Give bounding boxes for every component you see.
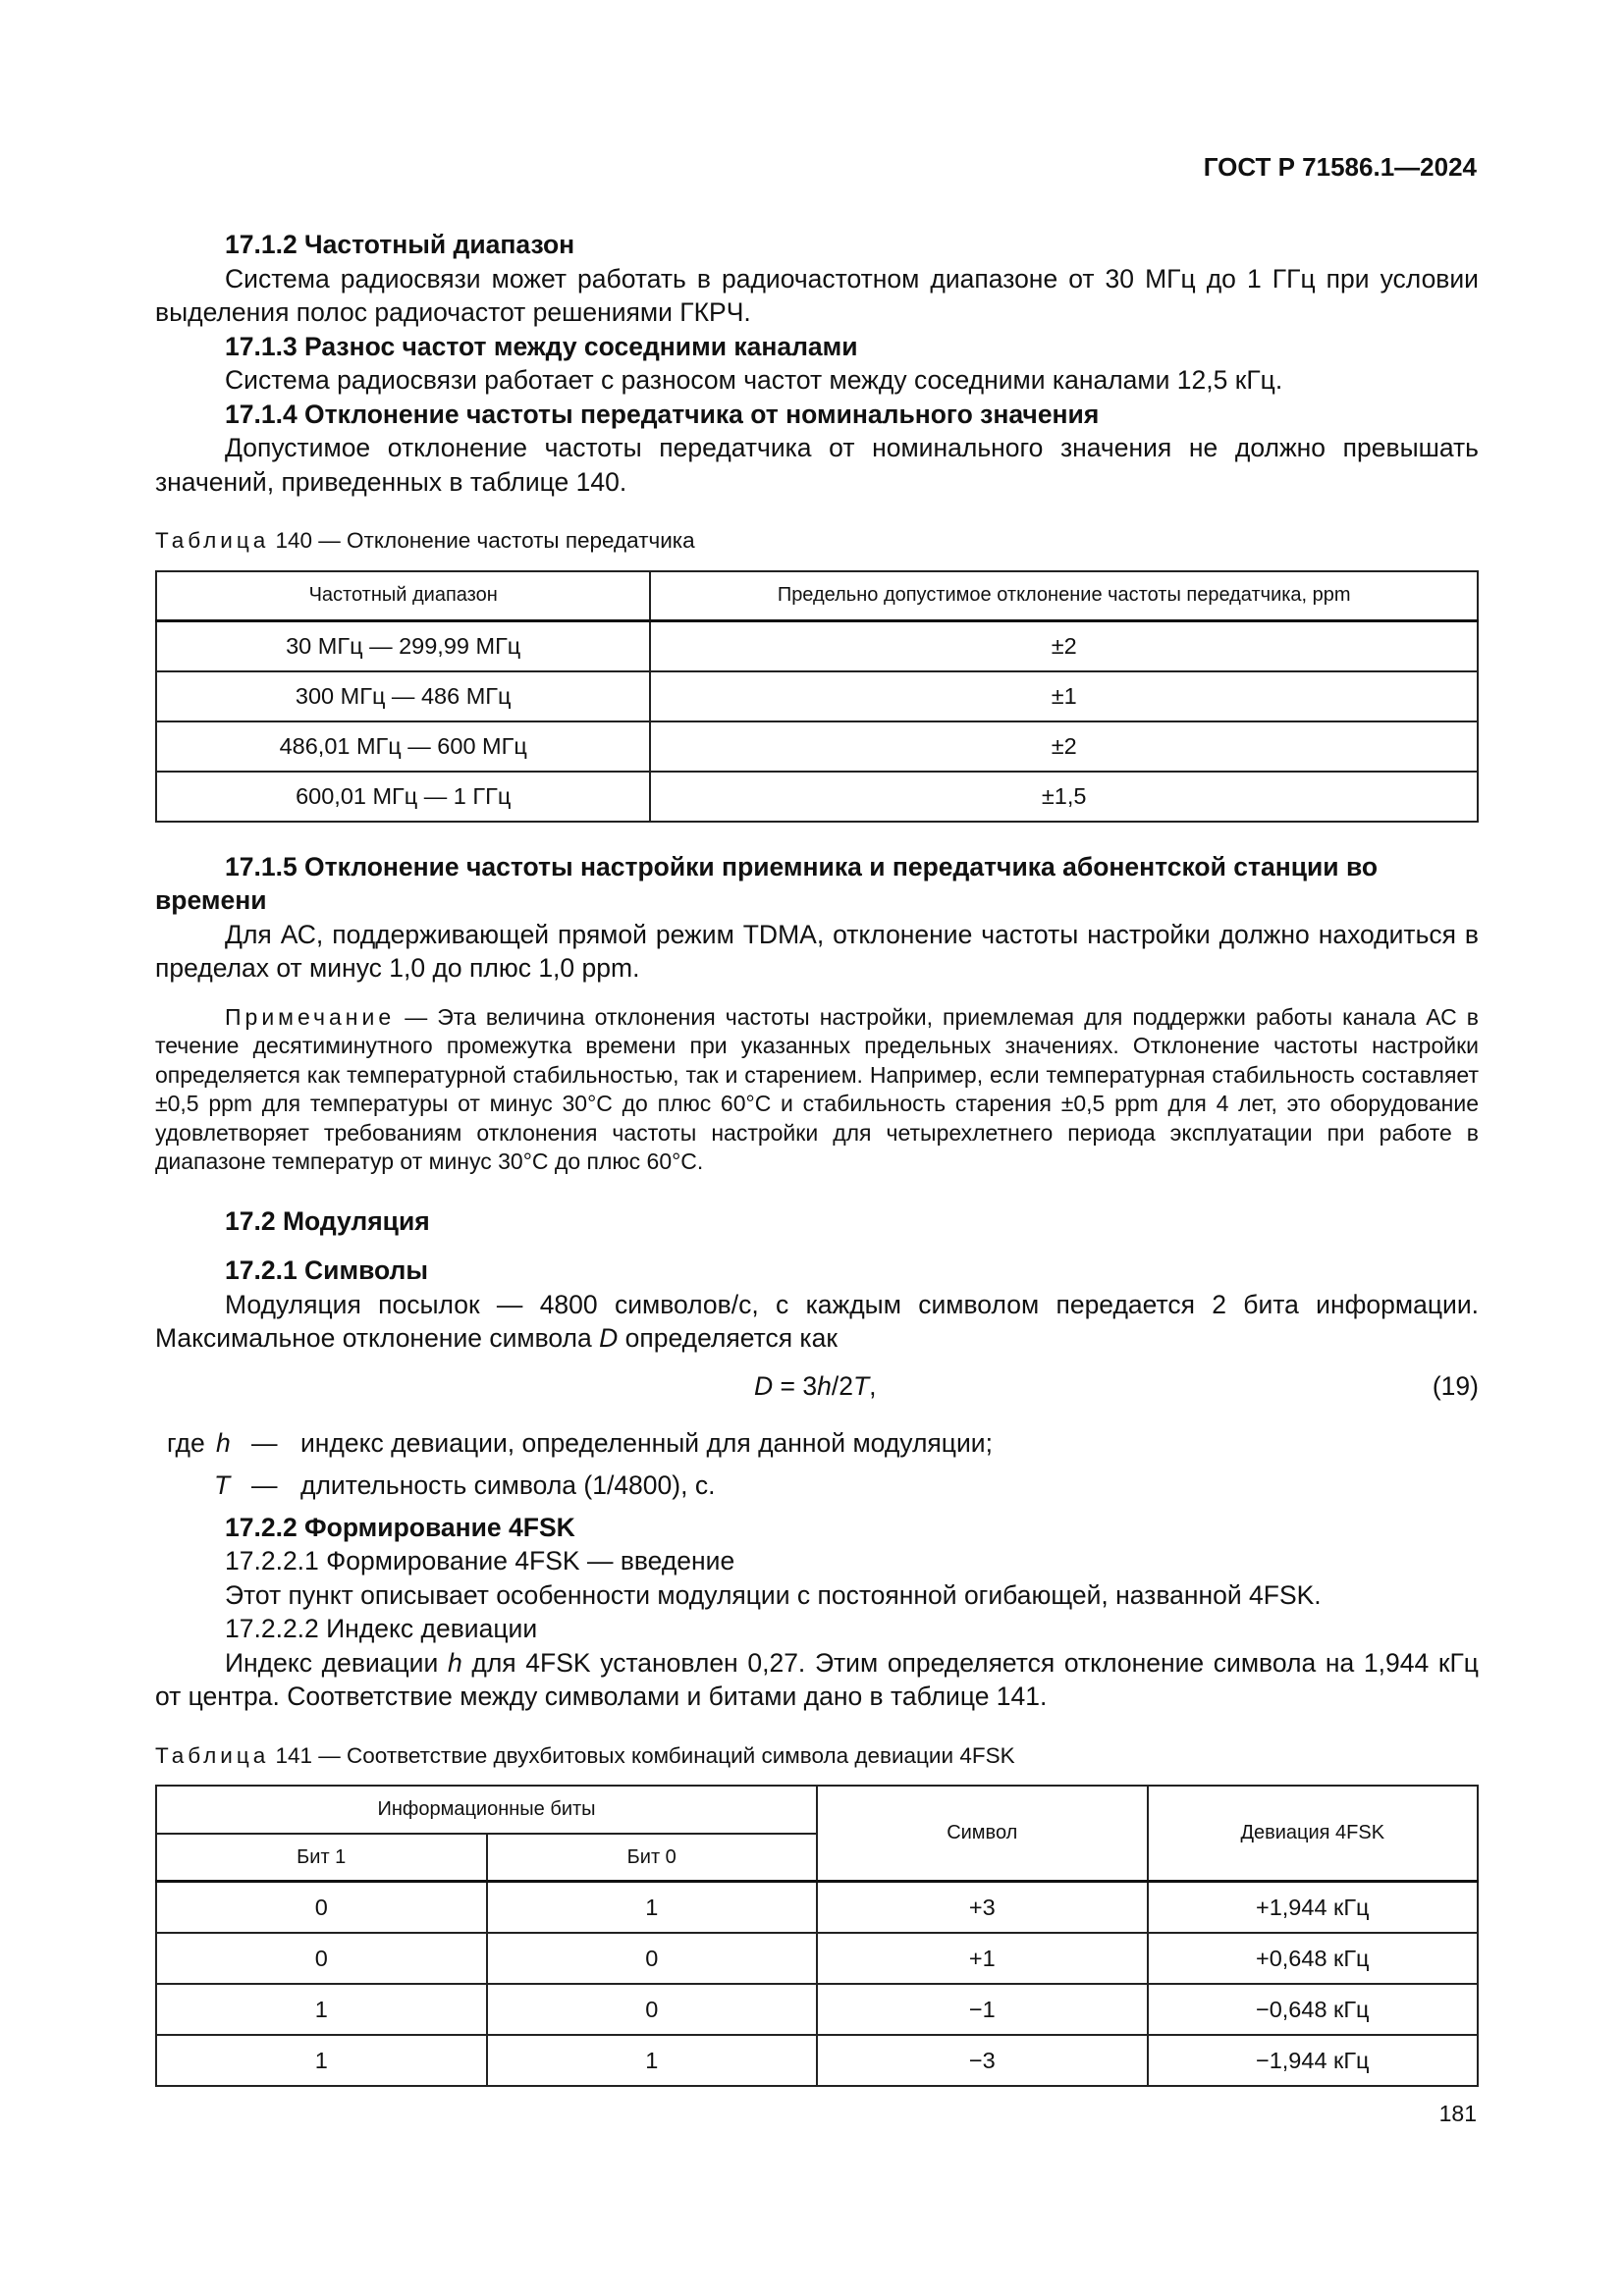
where-text: длительность символа (1/4800), с. <box>300 1469 716 1500</box>
paragraph-17-2-1 <box>155 1288 1479 1356</box>
table-cell: 1 <box>487 2035 818 2086</box>
where-text: индекс девиации, определенный для данной модуляции; <box>300 1427 993 1458</box>
table-cell: ±2 <box>650 721 1478 772</box>
formula-19 <box>155 1365 1479 1407</box>
column-group-header: Информационные биты <box>156 1786 817 1834</box>
table-140-caption <box>155 524 1479 559</box>
document-id: ГОСТ Р 71586.1—2024 <box>1203 152 1477 182</box>
table-cell: 30 МГц — 299,99 МГц <box>156 620 650 671</box>
table-row <box>156 671 1478 721</box>
table-cell: 1 <box>487 1882 818 1934</box>
table-141-caption <box>155 1739 1479 1774</box>
table-cell: −1 <box>817 1984 1148 2035</box>
formula-expression <box>754 1369 877 1404</box>
text: Индекс девиации <box>225 1647 448 1678</box>
table-cell: −3 <box>817 2035 1148 2086</box>
table-cell: 0 <box>156 1882 487 1934</box>
formula-var: h <box>817 1370 832 1401</box>
table-cell: +1 <box>817 1933 1148 1984</box>
table-cell: −0,648 кГц <box>1148 1984 1479 2035</box>
where-row <box>155 1468 1479 1511</box>
column-header: Символ <box>817 1786 1148 1882</box>
note-label: Примечание <box>225 1003 396 1030</box>
where-prefix: где <box>167 1427 205 1458</box>
paragraph-17-1-5: Для АС, поддерживающей прямой режим TDMA, отклонение частоты настройки должно находиться в пределах от минус 1,0 до плюс 1,0 ppm. <box>155 919 1479 983</box>
note-text: — Эта величина отклонения частоты настройки, приемлемая для поддержки работы канала АС в течение десятиминутного промежутка времени при указанных предельных значениях. Отклонение частоты настройки определяется как температурной стабильностью, так и старением. Например, если температурная стабильность составляет ±0,5 ppm для температуры от минус 30°С до плюс 60°С и стабильность старения ±0,5 ppm для 4 лет, это оборудование удовлетворяет требованиям отклонения частоты настройки для четырехлетнего периода эксплуатации при работе в диапазоне температур от минус 30°С до плюс 60°С. <box>155 1003 1479 1174</box>
column-header: Частотный диапазон <box>156 571 650 621</box>
text: Модуляция посылок — 4800 символов/с, с каждым символом передается 2 бита информации. Максимальное отклонение символа <box>155 1289 1479 1353</box>
page-content <box>155 228 1479 2087</box>
column-header: Бит 0 <box>487 1834 818 1882</box>
table-row <box>156 1984 1478 2035</box>
table-cell: +3 <box>817 1882 1148 1934</box>
paragraph-17-1-4: Допустимое отклонение частоты передатчика от номинального значения не должно превышать значений, приведенных в таблице 140. <box>155 433 1479 497</box>
table-row <box>156 1933 1478 1984</box>
page-number: 181 <box>1438 2101 1477 2126</box>
table-cell: −1,944 кГц <box>1148 2035 1479 2086</box>
table-cell: 0 <box>487 1984 818 2035</box>
table-row <box>156 721 1478 772</box>
subheading-17-2-2-2: 17.2.2.2 Индекс девиации <box>225 1614 538 1643</box>
table-row <box>156 620 1478 671</box>
table-cell: 1 <box>156 1984 487 2035</box>
table-cell: 0 <box>156 1933 487 1984</box>
table-140 <box>155 570 1479 823</box>
text: для 4FSK установлен 0,27. Этим определяется отклонение символа на 1,944 кГц от центра. Соответствие между символами и битами дано в таблице 141. <box>155 1647 1479 1711</box>
paragraph-17-1-2: Система радиосвязи может работать в радиочастотном диапазоне от 30 МГц до 1 ГГц при условии выделения полос радиочастот решениями ГКРЧ. <box>155 263 1479 327</box>
formula-part: , <box>869 1370 877 1401</box>
table-row <box>156 2035 1478 2086</box>
table-cell: +1,944 кГц <box>1148 1882 1479 1934</box>
table-caption-text: 141 — Соответствие двухбитовых комбинаций символа девиации 4FSK <box>275 1742 1015 1768</box>
where-dash: — <box>251 1469 278 1500</box>
column-header: Предельно допустимое отклонение частоты передатчика, ppm <box>650 571 1478 621</box>
heading-17-2: 17.2 Модуляция <box>225 1205 430 1236</box>
table-caption-text: 140 — Отклонение частоты передатчика <box>275 528 695 553</box>
table-cell: ±1,5 <box>650 772 1478 822</box>
column-header: Бит 1 <box>156 1834 487 1882</box>
subheading-17-2-2-1: 17.2.2.1 Формирование 4FSK — введение <box>225 1546 735 1575</box>
formula-part: /2 <box>831 1370 853 1401</box>
table-cell: ±1 <box>650 671 1478 721</box>
table-cell: +0,648 кГц <box>1148 1933 1479 1984</box>
formula-var: T <box>852 1370 870 1401</box>
table-row <box>156 1882 1478 1934</box>
column-header: Девиация 4FSK <box>1148 1786 1479 1882</box>
where-symbol: T <box>214 1469 231 1500</box>
heading-17-2-2: 17.2.2 Формирование 4FSK <box>225 1512 575 1542</box>
paragraph-17-1-3: Система радиосвязи работает с разносом частот между соседними каналами 12,5 кГц. <box>225 365 1283 395</box>
variable-h: h <box>447 1647 462 1678</box>
table-cell: 300 МГц — 486 МГц <box>156 671 650 721</box>
table-cell: 0 <box>487 1933 818 1984</box>
table-row <box>156 772 1478 822</box>
heading-17-1-3: 17.1.3 Разнос частот между соседними каналами <box>225 331 858 361</box>
heading-17-2-1: 17.2.1 Символы <box>225 1255 429 1285</box>
formula-number: (19) <box>1432 1370 1479 1401</box>
table-label: Таблица <box>155 528 270 553</box>
heading-17-1-5: 17.1.5 Отклонение частоты настройки приемника и передатчика абонентской станции во времени <box>155 851 1379 915</box>
text: определяется как <box>618 1323 838 1353</box>
table-label: Таблица <box>155 1742 270 1768</box>
table-141 <box>155 1785 1479 2087</box>
table-cell: 600,01 МГц — 1 ГГц <box>156 772 650 822</box>
table-cell: 1 <box>156 2035 487 2086</box>
table-cell: 486,01 МГц — 600 МГц <box>156 721 650 772</box>
paragraph-17-2-2-2 <box>155 1646 1479 1714</box>
where-symbol: h <box>216 1427 231 1458</box>
table-cell: ±2 <box>650 620 1478 671</box>
paragraph-17-2-2-1: Этот пункт описывает особенности модуляции с постоянной огибающей, названной 4FSK. <box>225 1579 1322 1610</box>
formula-var: D <box>754 1370 774 1401</box>
heading-17-1-2: 17.1.2 Частотный диапазон <box>225 230 575 259</box>
where-dash: — <box>251 1427 278 1458</box>
formula-part: = 3 <box>773 1370 818 1401</box>
variable-d: D <box>599 1323 619 1353</box>
where-block <box>155 1426 1479 1511</box>
note <box>155 1003 1479 1177</box>
heading-17-1-4: 17.1.4 Отклонение частоты передатчика от номинального значения <box>225 399 1100 429</box>
where-row <box>155 1426 1479 1468</box>
